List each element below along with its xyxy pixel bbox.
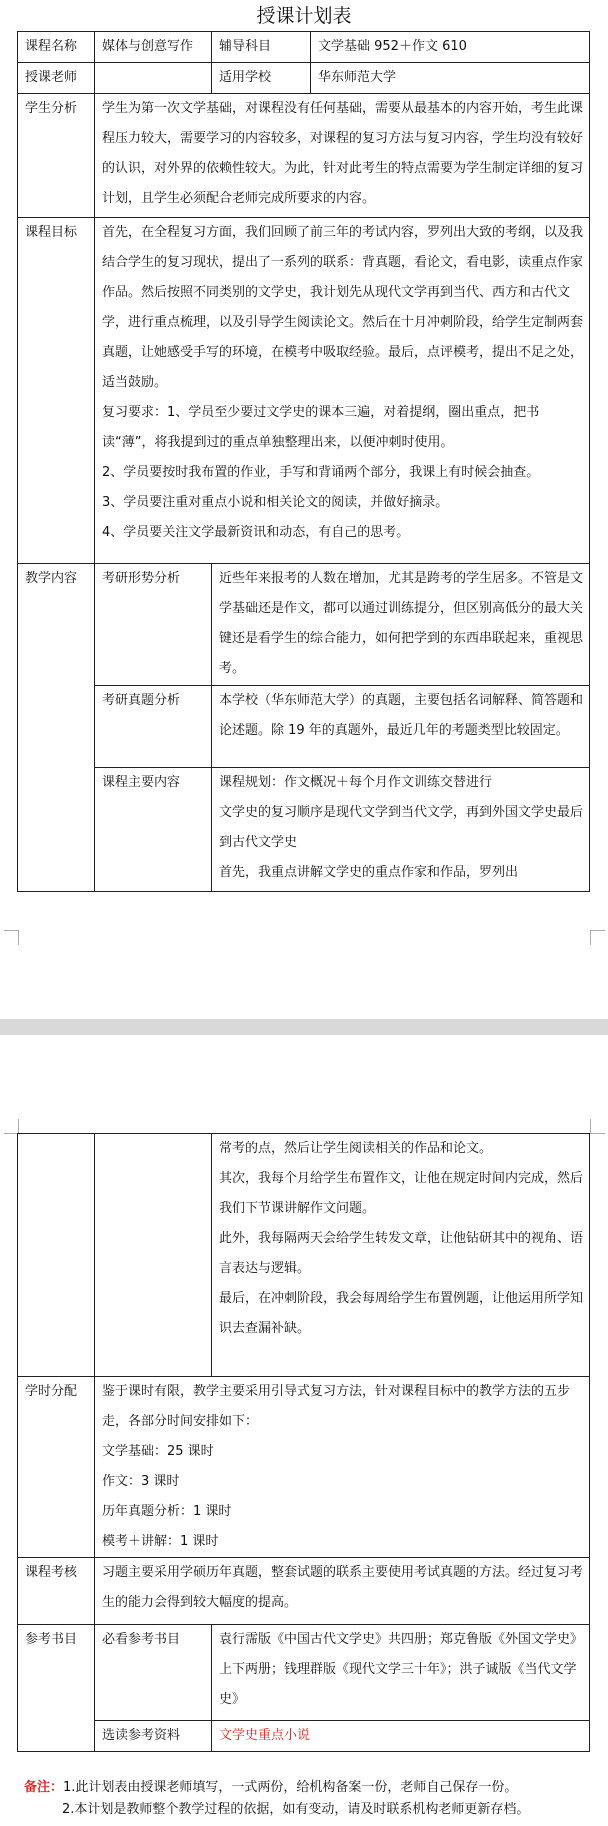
student-analysis-text: 学生为第一次文学基础，对课程没有任何基础，需要从最基本的内容开始，考生此课程压力较大，需要学习的内容较多，对课程的复习方法与复习内容，学生均没有较好的认识，对外界的依赖性较大。为此，针对此考生的特点需要为学生制定详细的复习计划，且学生必须配合老师完成所要求的内容。: [95, 94, 590, 218]
optional-reading-label: 选读参考资料: [95, 1721, 212, 1752]
page-title: 授课计划表: [256, 5, 352, 27]
hours-text: [95, 1377, 590, 1558]
page-corner-mark: [590, 930, 605, 945]
required-books-text: 袁行霈版《中国古代文学史》共四册；郑克鲁版《外国文学史》上下两册；钱理群版《现代文学三十年》；洪子诚版《当代文学史》: [212, 1625, 590, 1721]
hours-item: 文学基础：25 课时: [102, 1444, 214, 1459]
tutor-subject-value: 文学基础 952＋作文 610: [311, 32, 590, 63]
course-goal-label: 课程目标: [18, 218, 95, 564]
remark-line-1: [24, 1777, 594, 1799]
assessment-text: 习题主要采用学硕历年真题，整套试题的联系主要使用考试真题的方法。经过复习考生的能力会得到较大幅度的提高。: [95, 1558, 590, 1625]
main-content-cont-text: [212, 1134, 590, 1377]
teacher-label: 授课老师: [18, 63, 95, 94]
main-content-line: 首先，我重点讲解文学史的重点作家和作品，罗列出: [219, 865, 519, 880]
course-goal-text: [95, 218, 590, 564]
optional-reading-text: 文学史重点小说: [212, 1721, 590, 1752]
remark-text-2: 2.本计划是教师整个教学过程的依据，如有变动，请及时联系机构老师更新存档。: [62, 1802, 530, 1817]
main-content-text: [212, 768, 590, 892]
assessment-label: 课程考核: [18, 1558, 95, 1625]
goal-paragraph: 首先，在全程复习方面，我们回顾了前三年的考试内容，罗列出大致的考纲，以及我结合学生的复习现状，提出了一系列的联系：背真题，看论文，看电影，读重点作家作品。然后按照不同类别的文学史，我计划先从现代文学再到当代、西方和古代文学，进行重点梳理，以及引导学生阅读论文。然后在十月冲刺阶段，给学生定制两套真题，让她感受手写的环境，在模考中吸取经验。最后，点评模考，提出不足之处，适当鼓励。: [102, 225, 584, 390]
teaching-content-label: 教学内容: [18, 564, 95, 892]
remark-text-1: 1.此计划表由授课老师填写，一式两份，给机构备案一份，老师自己保存一份。: [63, 1780, 518, 1795]
school-label: 适用学校: [212, 63, 311, 94]
trend-analysis-label: 考研形势分析: [95, 564, 212, 686]
remark-line-2: [24, 1799, 594, 1821]
tutor-subject-label: 辅导科目: [212, 32, 311, 63]
page-corner-mark: [4, 930, 19, 945]
student-analysis-label: 学生分析: [18, 94, 95, 218]
hours-item: 历年真题分析：1 课时: [102, 1504, 232, 1519]
main-content-line: 课程规划：作文概况＋每个月作文训练交替进行: [219, 775, 493, 790]
teacher-value: [95, 63, 212, 94]
goal-paragraph: 复习要求：1、学员至少要过文学史的课本三遍，对着提纲，圈出重点，把书读“薄”，将我提到过的重点单独整理出来，以便冲刺时使用。: [102, 405, 540, 450]
teaching-content-cont: [18, 1134, 95, 1377]
required-books-label: 必看参考书目: [95, 1625, 212, 1721]
course-name-label: 课程名称: [18, 32, 95, 63]
main-content-line: 此外，我每隔两天会给学生转发文章，让他钻研其中的视角、语言表达与逻辑。: [219, 1231, 584, 1276]
goal-paragraph: 2、学员要按时我布置的作业，手写和背诵两个部分，我课上有时候会抽查。: [102, 465, 540, 480]
main-content-label-cont: [95, 1134, 212, 1377]
main-content-label: 课程主要内容: [95, 768, 212, 892]
hours-intro: 鉴于课时有限，教学主要采用引导式复习方法，针对课程目标中的教学方法的五步走，各部分时间安排如下：: [102, 1384, 571, 1429]
plan-table-page2: [17, 1133, 590, 1752]
course-name-value: 媒体与创意写作: [95, 32, 212, 63]
goal-paragraph: 3、学员要注重对重点小说和相关论文的阅读，并做好摘录。: [102, 495, 449, 510]
exam-analysis-text: 本学校（华东师范大学）的真题，主要包括名词解释、简答题和论述题。除 19 年的真题外，最近几年的考题类型比较固定。: [212, 686, 590, 768]
goal-paragraph: 4、学员要关注文学最新资讯和动态，有自己的思考。: [102, 525, 410, 540]
school-value: 华东师范大学: [311, 63, 590, 94]
main-content-line: 最后，在冲刺阶段，我会每周给学生布置例题，让他运用所学知识去查漏补缺。: [219, 1291, 584, 1336]
page-separator: [0, 1019, 608, 1035]
hours-item: 模考＋讲解：1 课时: [102, 1534, 219, 1549]
main-content-line: 文学史的复习顺序是现代文学到当代文学，再到外国文学史最后到古代文学史: [219, 805, 584, 850]
references-label: 参考书目: [18, 1625, 95, 1752]
main-content-line: 其次，我每个月给学生布置作文，让他在规定时间内完成，然后我们下节课讲解作文问题。: [219, 1171, 584, 1216]
remark-label: 备注：: [24, 1780, 64, 1795]
exam-analysis-label: 考研真题分析: [95, 686, 212, 768]
plan-table-page1: [17, 31, 590, 892]
trend-analysis-text: 近些年来报考的人数在增加，尤其是跨考的学生居多。不管是文学基础还是作文，都可以通过训练提分，但区别高低分的最大关键还是看学生的综合能力，如何把学到的东西串联起来，重视思考。: [212, 564, 590, 686]
page-corner-mark: [4, 1119, 19, 1134]
page-corner-mark: [590, 1119, 605, 1134]
hours-label: 学时分配: [18, 1377, 95, 1558]
remarks: [24, 1777, 594, 1821]
hours-item: 作文：3 课时: [102, 1474, 180, 1489]
main-content-line: 常考的点，然后让学生阅读相关的作品和论文。: [219, 1141, 493, 1156]
